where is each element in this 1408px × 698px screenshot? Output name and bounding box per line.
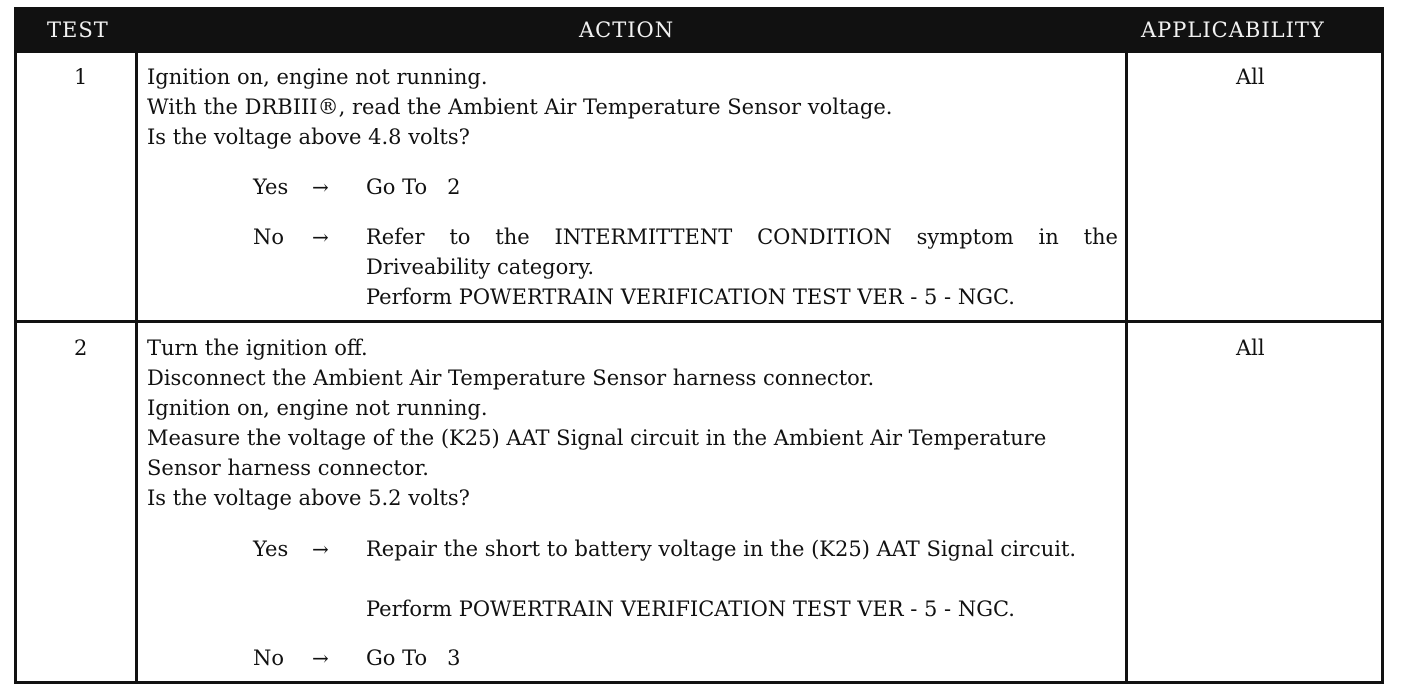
- test-number: 1: [74, 65, 88, 89]
- action-line: With the DRBIII®, read the Ambient Air Temperature Sensor voltage.: [147, 95, 893, 119]
- action-line: Is the voltage above 5.2 volts?: [147, 486, 470, 510]
- header-applicability: APPLICABILITY: [1141, 18, 1325, 42]
- action-line: Is the voltage above 4.8 volts?: [147, 125, 470, 149]
- row-divider: [17, 320, 1381, 323]
- arrow-icon: →: [312, 646, 329, 670]
- answer-label: Yes: [253, 175, 289, 199]
- header-action: ACTION: [579, 18, 675, 42]
- diagnostic-test-table: [14, 7, 1384, 684]
- answer-text: Repair the short to battery voltage in the (K25) AAT Signal circuit.: [366, 537, 1077, 561]
- header-test: TEST: [47, 18, 109, 42]
- answer-text: Refer to the INTERMITTENT CONDITION symptom in the Driveability category.: [366, 225, 1118, 279]
- applicability-value: All: [1236, 336, 1265, 360]
- answer-label: No: [253, 646, 285, 670]
- answer-label: Yes: [253, 537, 289, 561]
- action-line: Turn the ignition off.: [147, 336, 368, 360]
- test-number: 2: [74, 336, 88, 360]
- column-divider: [1125, 10, 1128, 681]
- applicability-value: All: [1236, 65, 1265, 89]
- answer-text-continued: Perform POWERTRAIN VERIFICATION TEST VER - 5 - NGC.: [366, 597, 1015, 621]
- action-line: Ignition on, engine not running.: [147, 396, 488, 420]
- arrow-icon: →: [312, 537, 329, 561]
- table-header: [17, 10, 1381, 50]
- arrow-icon: →: [312, 225, 329, 249]
- column-divider: [135, 10, 138, 681]
- answer-text: Go To 2: [366, 175, 461, 199]
- action-line: Sensor harness connector.: [147, 456, 429, 480]
- action-line: Disconnect the Ambient Air Temperature Sensor harness connector.: [147, 366, 875, 390]
- action-line: Ignition on, engine not running.: [147, 65, 488, 89]
- answer-text-continued: Perform POWERTRAIN VERIFICATION TEST VER - 5 - NGC.: [366, 285, 1015, 309]
- header-divider: [17, 50, 1381, 53]
- answer-text: Go To 3: [366, 646, 461, 670]
- action-line: Measure the voltage of the (K25) AAT Signal circuit in the Ambient Air Temperature: [147, 426, 1047, 450]
- answer-label: No: [253, 225, 285, 249]
- arrow-icon: →: [312, 175, 329, 199]
